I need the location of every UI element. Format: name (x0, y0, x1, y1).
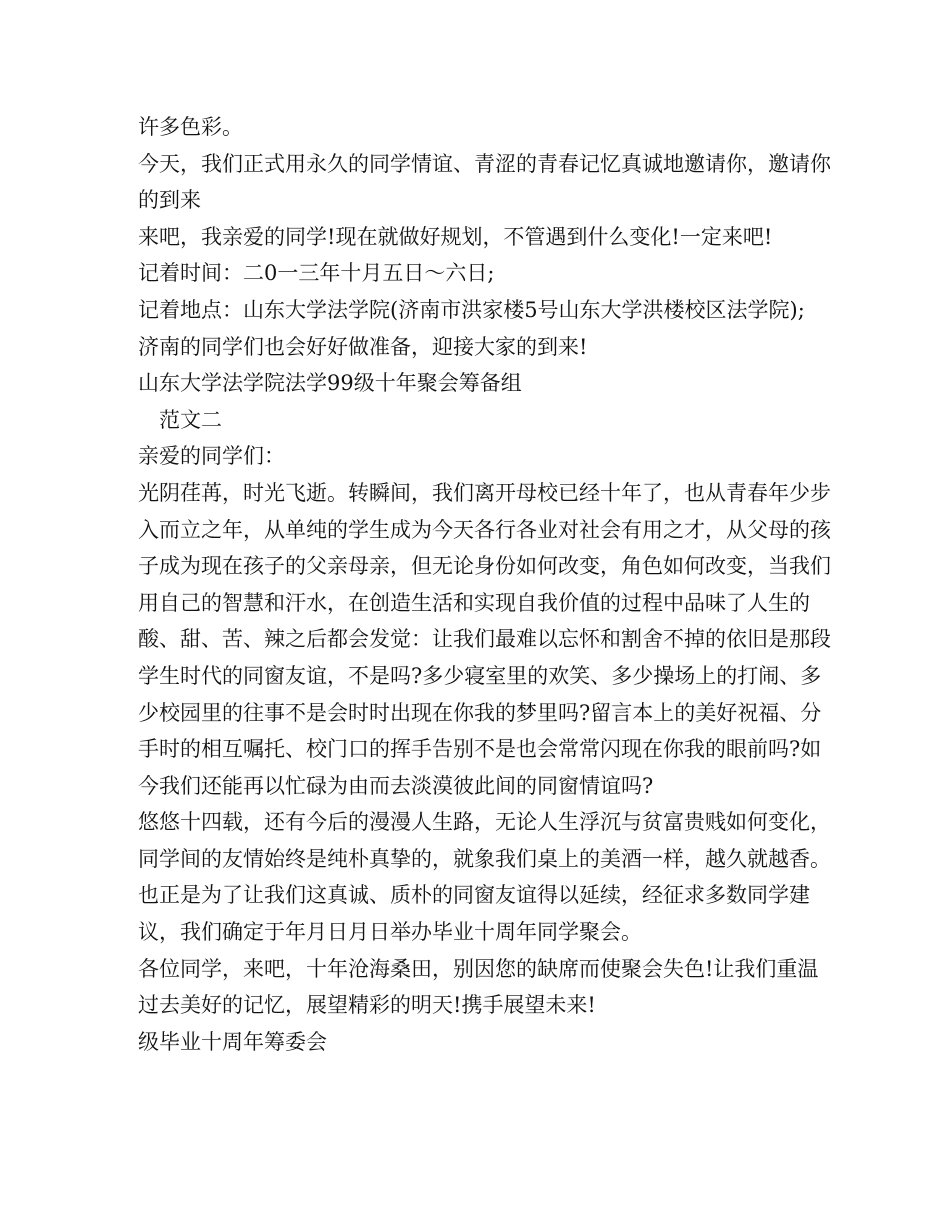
salutation: 亲爱的同学们： (138, 444, 285, 469)
section-heading-sample-two: 范文二 (159, 407, 222, 432)
paragraph-come: 来吧，我亲爱的同学!现在就做好规划，不管遇到什么变化!一定来吧! (138, 224, 773, 249)
paragraph-jinan-classmates: 济南的同学们也会好好做准备，迎接大家的到来! (138, 334, 588, 359)
paragraph-friendship: 悠悠十四载，还有今后的漫漫人生路，无论人生浮沉与贫富贵贱如何变化，同学间的友情始终是纯朴真挚的，就象我们桌上的美酒一样，越久就越香。 也正是为了让我们这真诚、质朴的同窗友谊得以延续，经征求多数同学建议，我们确定于年月日月日举办毕业十周年同学聚会。 (138, 810, 831, 945)
paragraph-location: 记着地点：山东大学法学院(济南市洪家楼5号山东大学洪楼校区法学院); (138, 297, 805, 322)
paragraph-closing-fragment: 许多色彩。 (138, 115, 243, 139)
paragraph-time: 记着时间：二0一三年十月五日～六日; (138, 261, 495, 286)
signature-organizing-group: 山东大学法学院法学99级十年聚会筹备组 (138, 371, 522, 396)
document-body (138, 109, 838, 1060)
signature-committee: 级毕业十周年筹委会 (138, 1029, 327, 1054)
paragraph-main-body: 光阴荏苒，时光飞逝。转瞬间，我们离开母校已经十年了，也从青春年少步入而立之年，从单纯的学生成为今天各行各业对社会有用之才，从父母的孩子成为现在孩子的父亲母亲，但无论身份如何改变，角色如何改变，当我们用自己的智慧和汗水，在创造生活和实现自我价值的过程中品味了人生的酸、甜、苦、辣之后都会发觉：让我们最难以忘怀和割舍不掉的依旧是那段学生时代的同窗友谊，不是吗?多少寝室里的欢笑、多少操场上的打闹、多少校园里的往事不是会时时出现在你我的梦里吗?留言本上的美好祝福、分手时的相互嘱托、校门口的挥手告别不是也会常常闪现在你我的眼前吗?如今我们还能再以忙碌为由而去淡漠彼此间的同窗情谊吗? (138, 480, 831, 798)
paragraph-call-to-attend: 各位同学，来吧，十年沧海桑田，别因您的缺席而使聚会失色!让我们重温过去美好的记忆，展望精彩的明天!携手展望未来! (138, 956, 819, 1018)
paragraph-invitation: 今天，我们正式用永久的同学情谊、青涩的青春记忆真诚地邀请你，邀请你的到来 (138, 151, 831, 213)
